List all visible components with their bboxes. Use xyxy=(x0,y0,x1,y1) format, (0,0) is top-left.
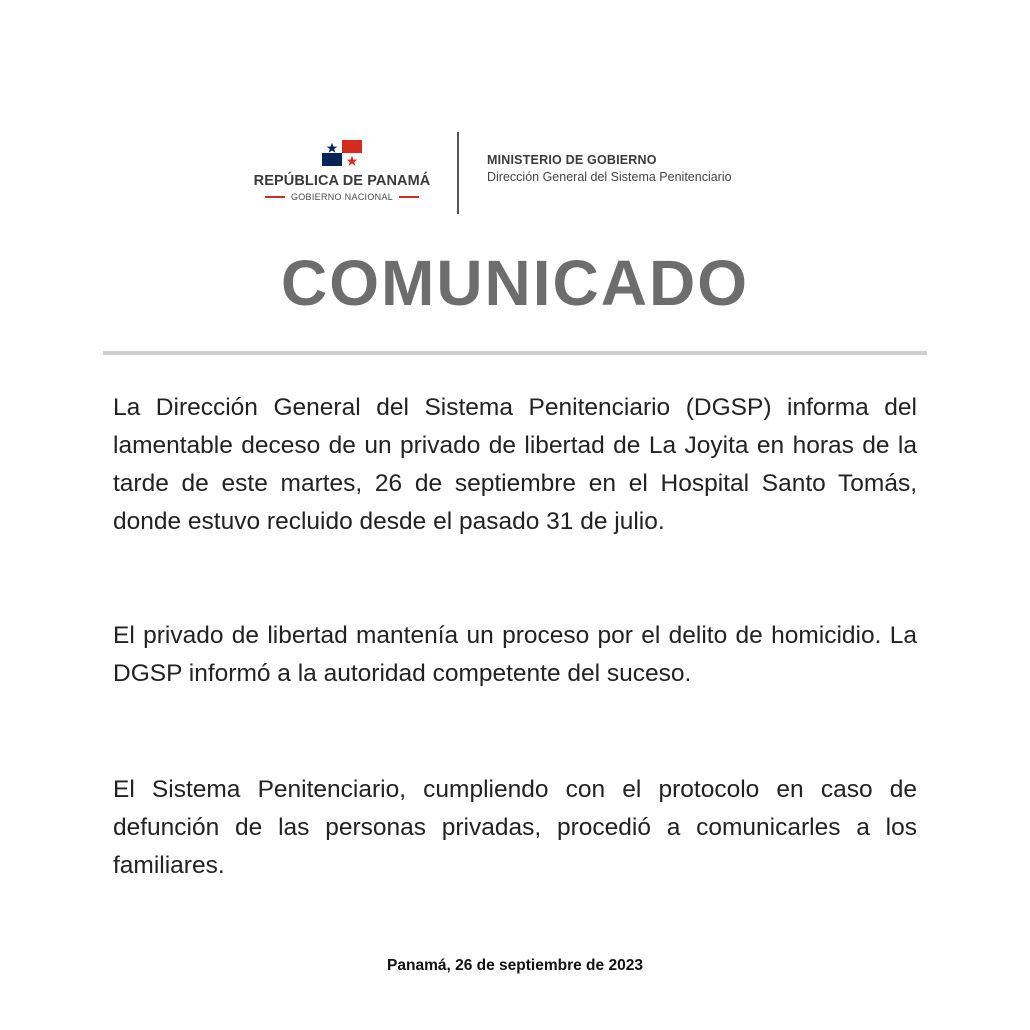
government-logo xyxy=(244,140,440,202)
panama-flag-icon xyxy=(322,140,362,166)
paragraph-1: La Dirección General del Sistema Penitenciario (DGSP) informa del lamentable deceso de un privado de libertad de La Joyita en horas de la tarde de este martes, 26 de septiembre en el Hospital Santo Tomás, donde estuvo recluido desde el pasado 31 de julio. xyxy=(113,394,917,535)
government-country-name: REPÚBLICA DE PANAMÁ xyxy=(253,173,431,189)
ministry-block xyxy=(487,153,732,184)
letterhead xyxy=(0,132,1030,214)
ministry-subtitle: Dirección General del Sistema Penitenciario xyxy=(487,170,732,184)
red-line-right xyxy=(399,196,419,198)
page-title: COMUNICADO xyxy=(281,247,749,319)
body-text xyxy=(113,389,917,879)
footer-date: Panamá, 26 de septiembre de 2023 xyxy=(387,957,643,974)
paragraph-3: El Sistema Penitenciario, cumpliendo con el protocolo en caso de defunción de las personas privadas, procedió a comunicarles a los familiares. xyxy=(113,776,917,879)
paragraph-2: El privado de libertad mantenía un proceso por el delito de homicidio. La DGSP informó a la autoridad competente del suceso. xyxy=(113,622,917,687)
header-divider xyxy=(457,132,459,214)
title-divider xyxy=(103,351,927,355)
government-subtitle: GOBIERNO NACIONAL xyxy=(290,192,394,202)
government-subtitle-row xyxy=(244,192,440,202)
ministry-name: MINISTERIO DE GOBIERNO xyxy=(487,153,657,167)
red-line-left xyxy=(265,196,285,198)
